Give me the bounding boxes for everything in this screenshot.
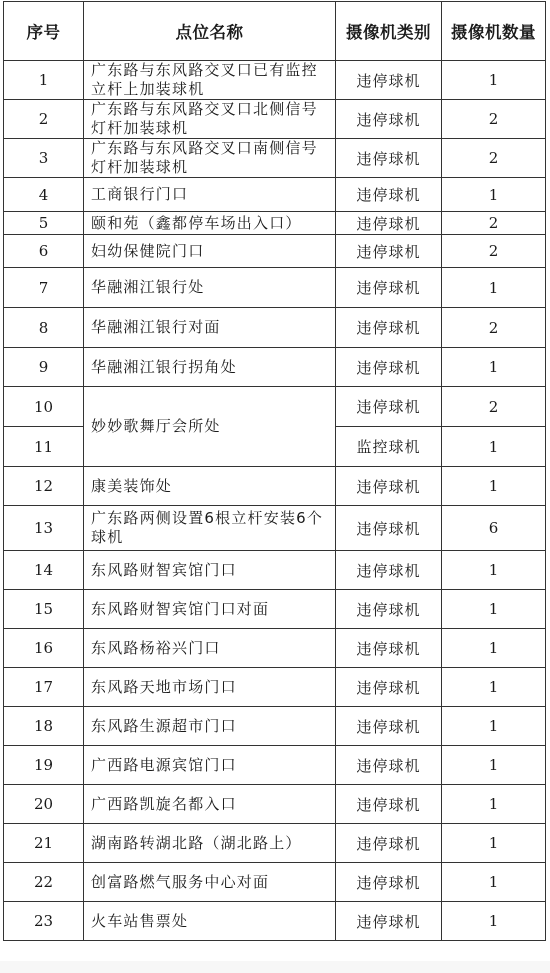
row-camera-type: 违停球机 [336,178,442,212]
row-camera-count: 2 [442,212,546,235]
table-row [4,551,546,590]
row-serial-number: 19 [4,746,84,785]
header-serial-number: 序号 [4,2,84,61]
row-serial-number: 20 [4,785,84,824]
table-header-row [4,2,546,61]
row-serial-number: 22 [4,863,84,902]
row-camera-type: 违停球机 [336,61,442,100]
row-serial-number: 18 [4,707,84,746]
table-row [4,100,546,139]
row-camera-type: 违停球机 [336,707,442,746]
row-serial-number: 1 [4,61,84,100]
row-camera-count: 1 [442,668,546,707]
row-camera-type: 违停球机 [336,551,442,590]
row-serial-number: 6 [4,235,84,268]
row-location-name: 东风路生源超市门口 [84,707,336,746]
row-location-name: 创富路燃气服务中心对面 [84,863,336,902]
row-serial-number: 21 [4,824,84,863]
row-serial-number: 8 [4,308,84,348]
row-camera-type: 违停球机 [336,746,442,785]
row-camera-count: 1 [442,178,546,212]
table-row [4,235,546,268]
row-location-name: 广东路与东风路交叉口北侧信号灯杆加装球机 [84,100,336,139]
row-location-name: 广东路与东风路交叉口南侧信号灯杆加装球机 [84,139,336,178]
row-location-name: 颐和苑（鑫都停车场出入口） [84,212,336,235]
table-row [4,506,546,551]
table-row [4,668,546,707]
row-camera-count: 2 [442,387,546,427]
row-camera-count: 1 [442,824,546,863]
row-camera-type: 监控球机 [336,427,442,467]
row-camera-type: 违停球机 [336,506,442,551]
row-camera-type: 违停球机 [336,467,442,506]
row-serial-number: 15 [4,590,84,629]
row-location-name: 康美装饰处 [84,467,336,506]
row-location-name: 东风路财智宾馆门口对面 [84,590,336,629]
row-camera-type: 违停球机 [336,212,442,235]
row-location-name: 广东路与东风路交叉口已有监控立杆上加装球机 [84,61,336,100]
row-camera-count: 1 [442,707,546,746]
table-row [4,863,546,902]
row-location-name: 火车站售票处 [84,902,336,941]
row-serial-number: 4 [4,178,84,212]
row-camera-type: 违停球机 [336,629,442,668]
table-row [4,308,546,348]
table-row [4,268,546,308]
row-serial-number: 23 [4,902,84,941]
table-row [4,212,546,235]
row-camera-count: 1 [442,902,546,941]
table-row [4,61,546,100]
header-camera-count: 摄像机数量 [442,2,546,61]
row-camera-type: 违停球机 [336,590,442,629]
row-location-name: 东风路杨裕兴门口 [84,629,336,668]
row-location-name: 华融湘江银行拐角处 [84,348,336,387]
row-location-name: 广西路电源宾馆门口 [84,746,336,785]
row-camera-count: 1 [442,785,546,824]
row-location-name: 东风路天地市场门口 [84,668,336,707]
table-row [4,629,546,668]
row-location-name: 妙妙歌舞厅会所处 [84,387,336,467]
row-camera-count: 2 [442,100,546,139]
table-body [4,61,546,941]
row-location-name: 东风路财智宾馆门口 [84,551,336,590]
bottom-margin [0,961,550,973]
row-serial-number: 16 [4,629,84,668]
table-row [4,707,546,746]
row-serial-number: 10 [4,387,84,427]
row-camera-count: 1 [442,863,546,902]
row-location-name: 妇幼保健院门口 [84,235,336,268]
row-serial-number: 14 [4,551,84,590]
row-camera-type: 违停球机 [336,268,442,308]
camera-location-table [3,1,546,941]
row-camera-count: 6 [442,506,546,551]
table-row [4,590,546,629]
row-location-name: 工商银行门口 [84,178,336,212]
table-row [4,348,546,387]
row-camera-count: 1 [442,348,546,387]
row-camera-type: 违停球机 [336,235,442,268]
row-serial-number: 5 [4,212,84,235]
table-row [4,387,546,427]
row-camera-type: 违停球机 [336,863,442,902]
row-camera-count: 1 [442,590,546,629]
row-location-name: 华融湘江银行对面 [84,308,336,348]
row-location-name: 广西路凯旋名都入口 [84,785,336,824]
row-camera-type: 违停球机 [336,824,442,863]
row-camera-type: 违停球机 [336,785,442,824]
row-camera-count: 1 [442,551,546,590]
row-camera-count: 2 [442,308,546,348]
table-row [4,139,546,178]
row-serial-number: 17 [4,668,84,707]
row-camera-count: 1 [442,268,546,308]
row-camera-count: 2 [442,235,546,268]
row-camera-type: 违停球机 [336,139,442,178]
row-camera-type: 违停球机 [336,308,442,348]
row-camera-count: 1 [442,467,546,506]
header-camera-type: 摄像机类别 [336,2,442,61]
row-camera-count: 1 [442,746,546,785]
row-camera-count: 1 [442,629,546,668]
row-camera-type: 违停球机 [336,668,442,707]
row-serial-number: 9 [4,348,84,387]
row-camera-type: 违停球机 [336,902,442,941]
row-serial-number: 2 [4,100,84,139]
row-camera-type: 违停球机 [336,387,442,427]
row-serial-number: 3 [4,139,84,178]
table-row [4,785,546,824]
row-camera-count: 1 [442,61,546,100]
row-serial-number: 11 [4,427,84,467]
row-location-name: 湖南路转湖北路（湖北路上） [84,824,336,863]
row-serial-number: 13 [4,506,84,551]
header-location-name: 点位名称 [84,2,336,61]
row-location-name: 广东路两侧设置6根立杆安装6个球机 [84,506,336,551]
row-location-name: 华融湘江银行处 [84,268,336,308]
table-row [4,902,546,941]
table-row [4,746,546,785]
row-serial-number: 7 [4,268,84,308]
row-camera-count: 1 [442,427,546,467]
table-row [4,824,546,863]
row-camera-count: 2 [442,139,546,178]
row-camera-type: 违停球机 [336,100,442,139]
table-row [4,178,546,212]
table-row [4,467,546,506]
row-serial-number: 12 [4,467,84,506]
row-camera-type: 违停球机 [336,348,442,387]
